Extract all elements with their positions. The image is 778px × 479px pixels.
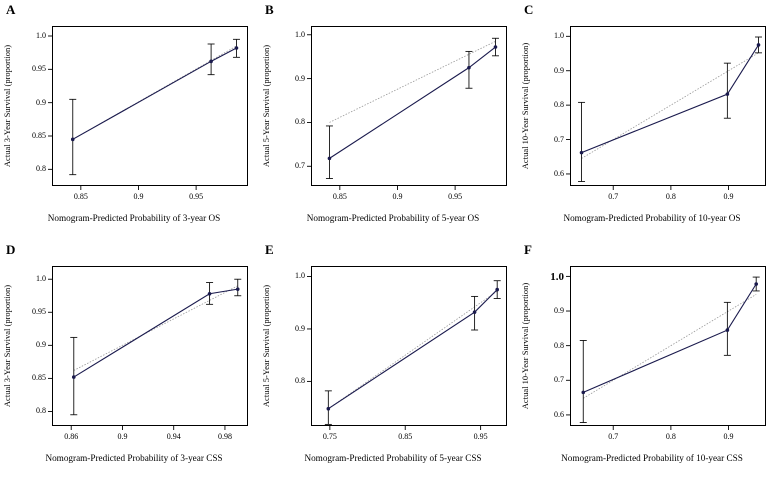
y-tick-label: 0.8 bbox=[295, 376, 305, 386]
y-tick-label: 0.85 bbox=[32, 373, 46, 383]
x-axis-label-f: Nomogram-Predicted Probability of 10-year CSS bbox=[561, 453, 743, 463]
panel-b bbox=[259, 0, 518, 239]
x-axis-label-c: Nomogram-Predicted Probability of 10-year OS bbox=[563, 213, 741, 223]
y-tick-label: 0.6 bbox=[554, 409, 564, 419]
panel-label-f: F bbox=[524, 242, 532, 257]
plot-area-e bbox=[311, 266, 507, 426]
x-tick-label: 0.94 bbox=[166, 432, 181, 441]
y-tick-label: 0.8 bbox=[554, 100, 564, 110]
x-tick-label: 0.95 bbox=[473, 432, 488, 441]
panel-c bbox=[518, 0, 777, 239]
panel-label-e: E bbox=[265, 242, 274, 257]
y-tick-label: 0.8 bbox=[36, 164, 46, 174]
y-tick-label: 0.8 bbox=[295, 117, 305, 127]
x-tick-label: 0.9 bbox=[723, 432, 734, 441]
y-tick-label: 0.9 bbox=[36, 97, 46, 107]
y-tick-label: 0.9 bbox=[554, 65, 564, 75]
x-tick-label: 0.86 bbox=[64, 432, 79, 441]
plot-area-f bbox=[570, 266, 766, 426]
plot-area-c bbox=[570, 26, 766, 186]
y-tick-label: 0.7 bbox=[295, 161, 305, 171]
x-tick-label: 0.7 bbox=[608, 432, 619, 441]
y-tick-label: 0.6 bbox=[554, 168, 564, 178]
x-tick-label: 0.98 bbox=[217, 432, 232, 441]
y-axis-label-e: Actual 5-Year Survival (proportion) bbox=[261, 284, 271, 408]
panel-label-c: C bbox=[524, 2, 534, 17]
x-tick-label: 0.75 bbox=[322, 432, 337, 441]
y-tick-label: 0.8 bbox=[554, 340, 564, 350]
panel-d bbox=[0, 240, 259, 479]
y-tick-label: 0.9 bbox=[36, 340, 46, 350]
y-tick-label: 0.8 bbox=[36, 406, 46, 416]
x-tick-label: 0.7 bbox=[608, 192, 619, 201]
plot-area-d bbox=[52, 266, 248, 426]
plot-area-a bbox=[52, 26, 248, 186]
panel-label-b: B bbox=[265, 2, 274, 17]
x-axis-label-d: Nomogram-Predicted Probability of 3-year CSS bbox=[45, 453, 223, 463]
plot-area-b bbox=[311, 26, 507, 186]
x-tick-label: 0.8 bbox=[665, 432, 676, 441]
panel-f bbox=[518, 240, 777, 479]
y-tick-label: 0.9 bbox=[295, 323, 305, 333]
y-axis-label-f: Actual 10-Year Survival (proportion) bbox=[520, 282, 530, 410]
x-tick-label: 0.9 bbox=[392, 192, 403, 201]
y-tick-label: 0.95 bbox=[32, 307, 46, 317]
panel-a bbox=[0, 0, 259, 239]
x-tick-label: 0.9 bbox=[117, 432, 128, 441]
x-axis-label-a: Nomogram-Predicted Probability of 3-year OS bbox=[47, 213, 221, 223]
y-tick-label: 0.95 bbox=[32, 64, 46, 74]
y-tick-label: 1.0 bbox=[554, 31, 564, 41]
x-tick-label: 0.85 bbox=[332, 192, 347, 201]
calibration-curve-b bbox=[311, 26, 507, 186]
x-tick-label: 0.95 bbox=[189, 192, 204, 201]
x-tick-label: 0.9 bbox=[723, 192, 734, 201]
y-axis-label-a: Actual 3-Year Survival (proportion) bbox=[2, 44, 12, 168]
panel-label-a: A bbox=[6, 2, 16, 17]
y-tick-label: 1.0 bbox=[550, 271, 564, 284]
x-tick-label: 0.95 bbox=[448, 192, 463, 201]
panel-e bbox=[259, 240, 518, 479]
x-axis-label-b: Nomogram-Predicted Probability of 5-year OS bbox=[306, 213, 480, 223]
y-tick-label: 1.0 bbox=[295, 271, 305, 281]
y-tick-label: 1.0 bbox=[295, 29, 305, 39]
y-tick-label: 1.0 bbox=[36, 31, 46, 40]
panel-label-d: D bbox=[6, 242, 16, 257]
y-tick-label: 0.9 bbox=[554, 306, 564, 316]
calibration-curve-d bbox=[52, 266, 248, 426]
y-tick-label: 0.7 bbox=[554, 375, 564, 385]
x-tick-label: 0.85 bbox=[398, 432, 413, 441]
calibration-curve-a bbox=[52, 26, 248, 186]
y-axis-label-b: Actual 5-Year Survival (proportion) bbox=[261, 44, 271, 168]
y-tick-label: 0.9 bbox=[295, 73, 305, 83]
calibration-curve-f bbox=[570, 266, 766, 426]
x-axis-label-e: Nomogram-Predicted Probability of 5-year CSS bbox=[304, 453, 482, 463]
y-axis-label-d: Actual 3-Year Survival (proportion) bbox=[2, 284, 12, 408]
calibration-curve-e bbox=[311, 266, 507, 426]
y-tick-label: 1.0 bbox=[36, 274, 46, 284]
x-tick-label: 0.9 bbox=[133, 192, 144, 201]
y-tick-label: 0.85 bbox=[32, 131, 46, 140]
y-axis-label-c: Actual 10-Year Survival (proportion) bbox=[520, 42, 530, 170]
calibration-curve-c bbox=[570, 26, 766, 186]
x-tick-label: 0.8 bbox=[665, 192, 676, 201]
x-tick-label: 0.85 bbox=[73, 192, 88, 201]
y-tick-label: 0.7 bbox=[554, 134, 564, 144]
